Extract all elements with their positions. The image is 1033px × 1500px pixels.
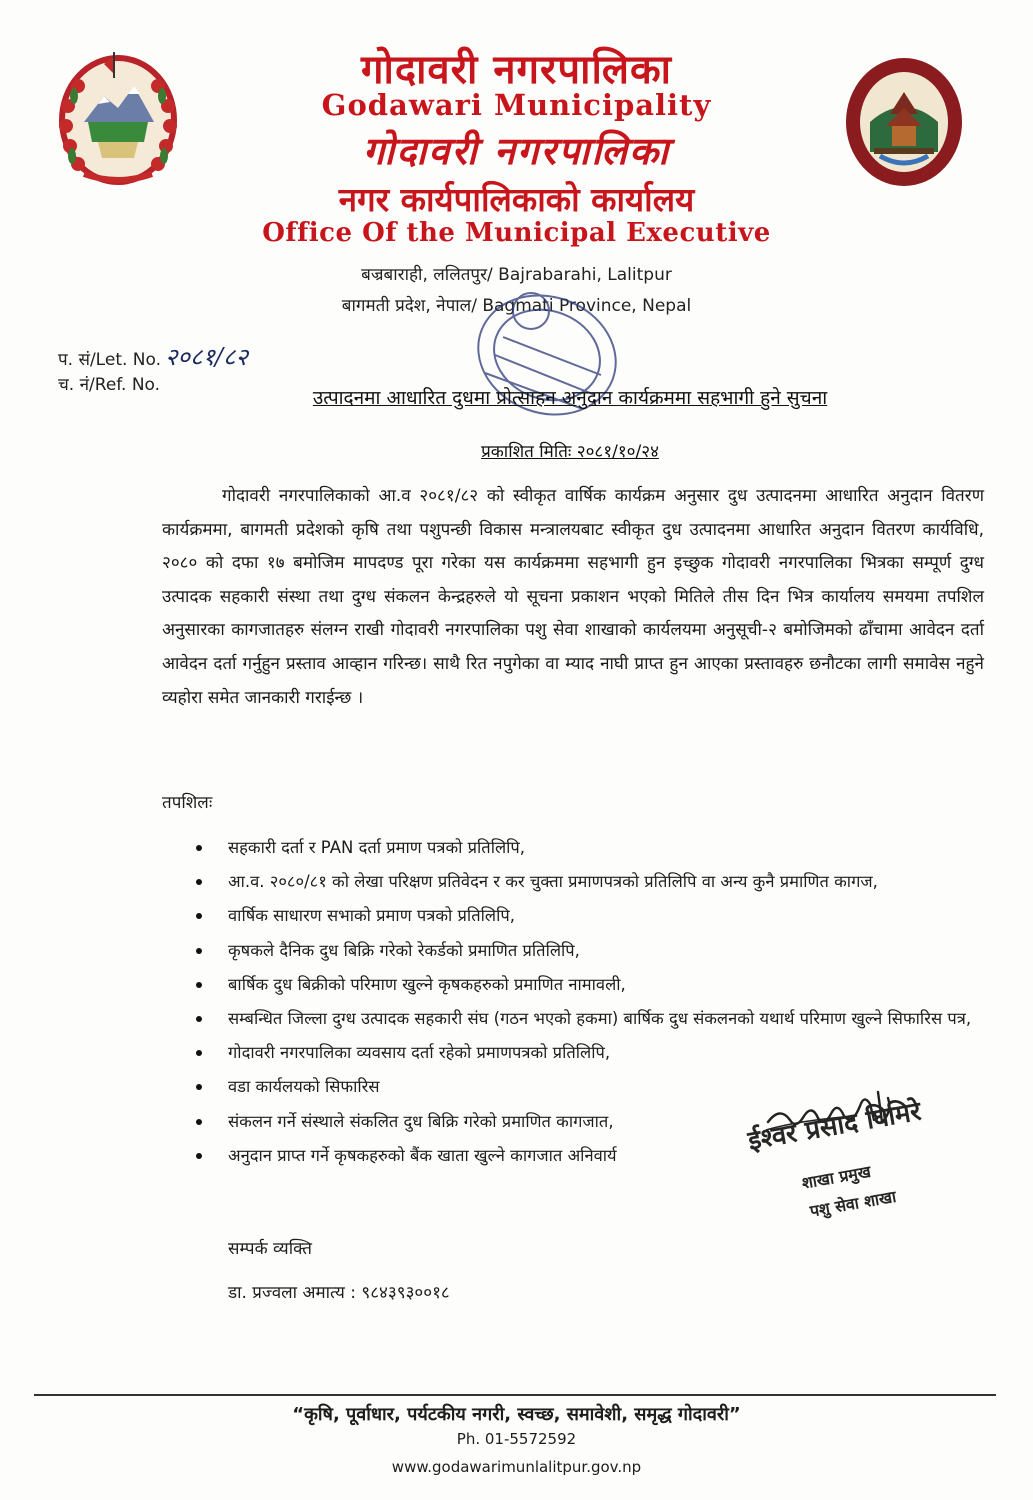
letter-number (58, 340, 248, 373)
letter-number-value: २०८१/८२ (165, 343, 248, 371)
details-heading: तपशिलः (162, 793, 213, 813)
list-item-text: वार्षिक साधारण सभाको प्रमाण पत्रको प्रतिलिपि, (228, 906, 515, 926)
bullet-icon (196, 913, 202, 919)
bullet-icon (196, 1016, 202, 1022)
office-name-english: Office Of the Municipal Executive (262, 218, 771, 248)
municipality-name-nepali: गोदावरी नगरपालिका (360, 47, 673, 93)
list-item-text: संकलन गर्ने संस्थाले संकलित दुध बिक्रि गरेको प्रमाणित कागजात, (228, 1111, 614, 1131)
official-stamp-icon (455, 285, 630, 435)
nepal-emblem-icon (54, 46, 182, 194)
contact-person: डा. प्रज्वला अमात्य : ९८४३९३००१८ (228, 1283, 450, 1303)
reference-number (58, 372, 160, 395)
list-item (190, 900, 990, 931)
bullet-icon (196, 1153, 202, 1159)
list-item-text: अनुदान प्राप्त गर्ने कृषकहरुको बैंक खाता खुल्ने कागजात अनिवार्य (228, 1145, 617, 1165)
footer-divider (34, 1394, 996, 1396)
bullet-icon (196, 948, 202, 954)
signatory-branch: पशु सेवा शाखा (808, 1186, 898, 1221)
list-item-text: गोदावरी नगरपालिका व्यवसाय दर्ता रहेको प्रमाणपत्रको प्रतिलिपि, (228, 1043, 611, 1063)
letter-number-label: प. सं/Let. No. (58, 350, 162, 370)
list-item-text: बार्षिक दुध बिक्रीको परिमाण खुल्ने कृषकहरुको प्रमाणित नामावली, (228, 974, 626, 994)
list-item-text: वडा कार्यलयको सिफारिस (228, 1077, 380, 1097)
address-line-1: बज्रबाराही, ललितपुर/ Bajrabarahi, Lalitpur (361, 265, 672, 285)
office-name-nepali: नगर कार्यपालिकाको कार्यालय (338, 180, 695, 219)
list-item (190, 969, 990, 1000)
bullet-icon (196, 1050, 202, 1056)
notice-title: उत्पादनमा आधारित दुधमा प्रोत्साहन अनुदान कार्यक्रममा सहभागी हुने सुचना (312, 387, 828, 409)
list-item-text: कृषकले दैनिक दुध बिक्रि गरेको रेकर्डको प्रमाणित प्रतिलिपि, (228, 940, 580, 960)
footer-website-link[interactable]: www.godawarimunlalitpur.gov.np (391, 1458, 642, 1476)
bullet-icon (196, 982, 202, 988)
notice-body: गोदावरी नगरपालिकाको आ.व २०८१/८२ को स्वीकृत वार्षिक कार्यक्रम अनुसार दुध उत्पादनमा आधारित अनुदान वितरण कार्यक्रममा, बागमती प्रदेशको कृषि तथा पशुपन्छी विकास मन्त्रालयबाट स्वीकृत दुध उत्पादनमा आधारित अनुदान वितरण कार्यविधि, २०८० को दफा १७ बमोजिम मापदण्ड पूरा गरेका यस कार्यक्रममा सहभागी हुन इच्छुक गोदावरी नगरपालिका भित्रका सम्पूर्ण दुग्ध उत्पादक सहकारी संस्था तथा दुग्ध संकलन केन्द्रहरुले यो सूचना प्रकाशन भएको मितिले तीस दिन भित्र कार्यालय समयमा तपशिल अनुसारका कागजातहरु संलग्न राखी गोदावरी नगरपालिका पशु सेवा शाखाको कार्यलयमा अनुसूची-२ बमोजिमको ढाँचामा आवेदन दर्ता आवेदन दर्ता गर्नुहुन प्रस्ताव आव्हान गरिन्छ। साथै रित नपुगेका वा म्याद नाघी प्राप्त हुन आएका प्रस्तावहरु छनौटका लागी समावेस नहुने व्यहोरा समेत जानकारी गराईन्छ । (162, 486, 984, 708)
signatory-title: शाखा प्रमुख (800, 1161, 873, 1193)
bullet-icon (196, 1119, 202, 1125)
published-date: प्रकाशित मितिः २०८१/१०/२४ (481, 442, 659, 462)
municipality-logo-icon (840, 52, 968, 192)
address-line-2: बागमती प्रदेश, नेपाल/ Bagmati Province, Nepal (341, 296, 692, 316)
list-item (190, 1037, 990, 1068)
list-item (190, 866, 990, 897)
contact-heading: सम्पर्क व्यक्ति (228, 1239, 312, 1259)
bullet-icon (196, 845, 202, 851)
list-item-text: सहकारी दर्ता र PAN दर्ता प्रमाण पत्रको प्रतिलिपि, (228, 838, 526, 857)
list-item (190, 1003, 990, 1034)
bullet-icon (196, 1084, 202, 1090)
list-item (190, 832, 990, 863)
list-item-text: सम्बन्धित जिल्ला दुग्ध उत्पादक सहकारी संघ (गठन भएको हकमा) बार्षिक दुध संकलनको यथार्थ परिमाण खुल्ने सिफारिस पत्र, (228, 1008, 972, 1028)
municipality-name-newar-script: गोदावरी नगरपालिका (362, 129, 671, 173)
footer-phone: Ph. 01-5572592 (456, 1430, 577, 1448)
list-item (190, 935, 990, 966)
bullet-icon (196, 879, 202, 885)
reference-number-label: च. नं/Ref. No. (58, 375, 161, 395)
footer-slogan: “कृषि, पूर्वाधार, पर्यटकीय नगरी, स्वच्छ, समावेशी, समृद्ध गोदावरी” (292, 1404, 741, 1425)
signatory-name: ईश्वर प्रसाद घिमिरे (745, 1096, 924, 1157)
municipality-name-english: Godawari Municipality (321, 88, 712, 122)
list-item-text: आ.व. २०८०/८१ को लेखा परिक्षण प्रतिवेदन र कर चुक्ता प्रमाणपत्रको प्रतिलिपि वा अन्य कुनै प्रमाणित कागज, (228, 872, 878, 892)
